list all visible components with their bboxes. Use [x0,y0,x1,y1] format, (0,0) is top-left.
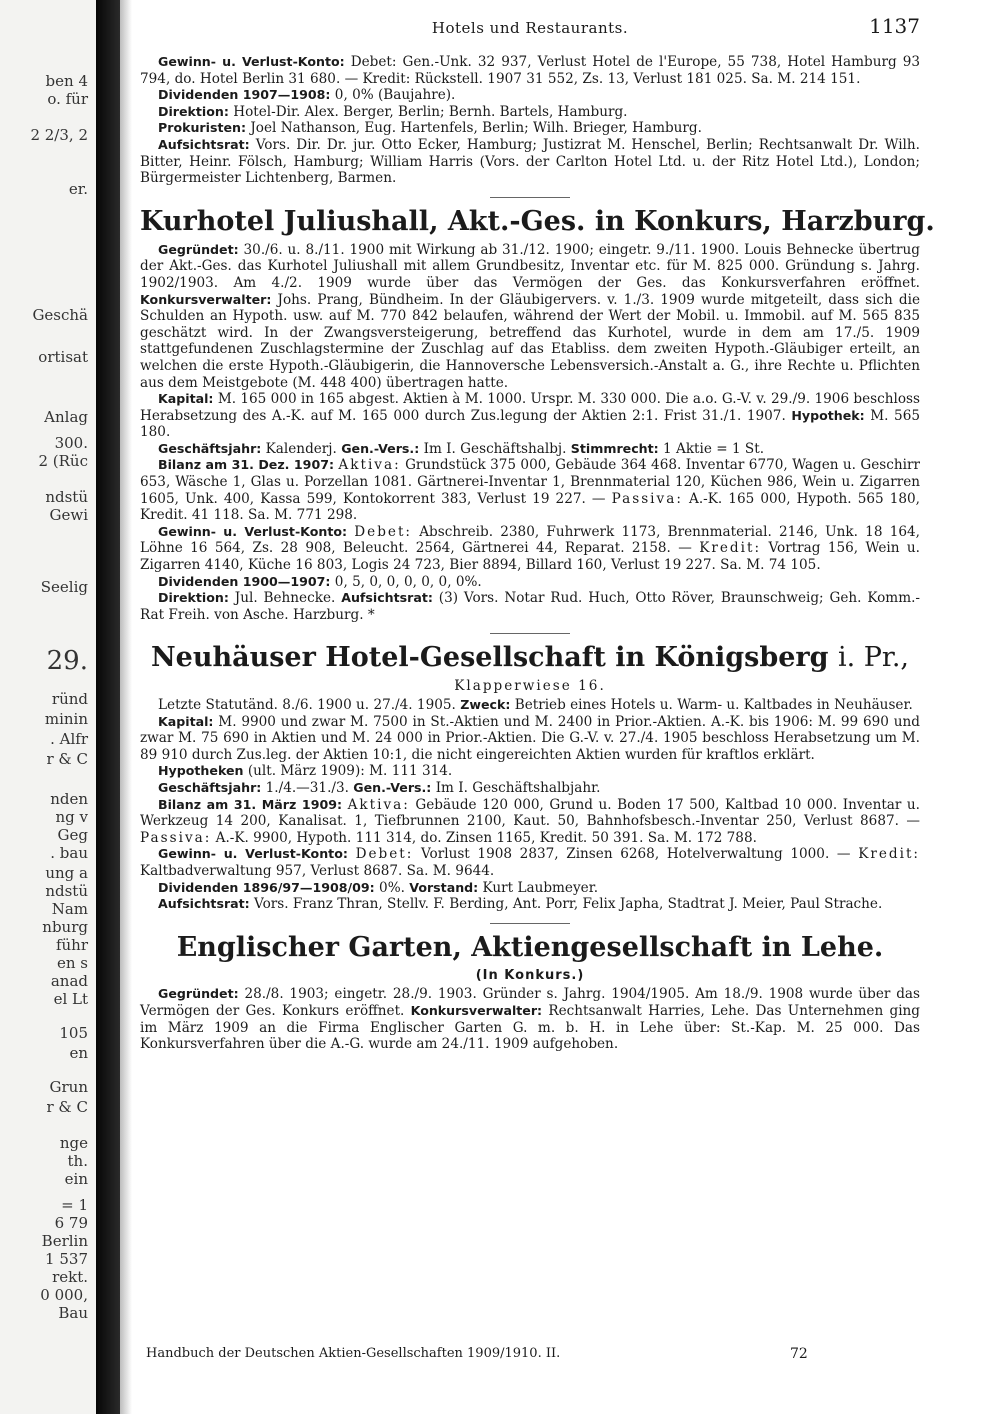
field-text: 30./6. u. 8./11. 1900 mit Wirkung ab 31./12. 1900; eingetr. 9./11. 1900. Louis Behnecke übertrug der Akt.-Ges. das Kurhotel Juliushall mit allem Grundbesitz, Inventar etc. für M. 825 000. Gründung s. Jahrg. 1902/1903. Am 4./2. 1909 wurde über das Vermögen der Ges. das Konkursverfahren eröffnet. [140,241,920,291]
field-sublabel: Passiva: [611,490,683,507]
section-separator [490,633,570,634]
field-text: A.-K. 165 000, Hypoth. 565 180, Kredit. 41 118. Sa. M. 771 298. [140,490,921,524]
field-text: Vors. Dir. Dr. jur. Otto Ecker, Hamburg; Justizrat M. Henschel, Berlin; Rechtsanwalt Dr. Wilh. Bitter, Heinr. Fölsch, Hamburg; William Harris (Vors. der Carlton Hotel Ltd. u. der Ritz Hotel Ltd.), London; Bürgermeister Lichtenberg, Barmen. [140,136,920,187]
field-label: Prokuristen: [158,120,247,136]
entry-geschaeftsjahr [140,441,920,458]
gutter-fragment: er. [68,180,88,198]
footer-page-number: 72 [790,1346,808,1362]
field-label: Gen.-Vers.: [341,440,420,456]
field-label: Dividenden 1907—1908: [158,87,331,103]
header-title: Hotels und Restaurants. [431,19,629,37]
gutter-fragment: 300. [54,434,88,452]
company-title-suffix: i. Pr., [837,642,910,674]
field-sublabel: Debet: [355,846,414,863]
gutter-fragment: Nam [51,900,88,918]
field-text: Rechtsanwalt Harries, Lehe. Das Unternehmen ging im März 1909 an die Firma Englischer Garten G. m. b. H. in Lehe über: St.-Kap. M. 25 000. Das Konkursverfahren über die A.-G. wurde am 24./11. 1909 aufgehoben. [140,1002,920,1053]
field-sublabel: Kredit: [699,540,762,557]
field-text: 1./4.—31./3. [265,779,349,796]
field-text: Vors. Franz Thran, Stellv. F. Berding, Ant. Porr, Felix Japha, Stadtrat J. Meier, Paul Strache. [254,896,883,913]
gutter-fragment: 29. [46,646,88,676]
entry-dividenden-vorstand [140,880,920,897]
field-label: Gewinn- u. Verlust-Konto: [158,54,345,69]
running-header [140,14,920,54]
entry-bilanz [140,457,920,523]
left-page-gutter [0,0,96,1414]
field-text: 0%. [379,879,405,896]
field-label: Gegründet: [158,986,239,1002]
entry-kapital [140,391,920,441]
field-text: M. 9900 und zwar M. 7500 in St.-Aktien und M. 2400 in Prior.-Aktien. A.-K. bis 1906: M. 99 690 und zwar M. 75 690 in Aktien und M. 24 000 in Prior.-Aktien. Die G.-V. v. 27./4. 1905 beschloss Herabsetzung um M. 89 910 durch Zus.leg. der Aktien 10:1, die nicht eingereichten Aktien wurden für kraftlos erklärt. [140,713,920,763]
gutter-fragment: ndstü [45,882,88,900]
field-text: Joel Nathanson, Eug. Hartenfels, Berlin; Wilh. Brieger, Hamburg. [250,120,702,137]
gutter-fragment: 2 (Rüc [38,452,88,470]
field-label: Geschäftsjahr: [158,779,262,795]
field-label: Aufsichtsrat: [158,136,250,152]
gutter-fragment: r & C [46,1098,88,1116]
field-sublabel: Debet: [354,523,412,540]
gutter-fragment: nburg [42,918,88,936]
field-text: Im I. Geschäftshalbjahr. [435,779,601,796]
company-title: Kurhotel Juliushall, Akt.-Ges. in Konkurs, Harzburg. [140,205,935,237]
gutter-fragment: Gewi [49,506,88,524]
field-label: Gewinn- u. Verlust-Konto: [158,846,348,862]
entry-gegruendet [140,242,920,391]
field-label: Dividenden 1900—1907: [158,573,331,589]
field-text: 1 Aktie = 1 St. [663,440,765,457]
company-address: Klapperwiese 16. [454,678,606,695]
field-text: Kaltbadverwaltung 957, Verlust 8687. Sa. M. 9644. [140,862,495,879]
konkurs-badge: (In Konkurs.) [475,967,585,983]
gutter-fragment: en [69,1044,88,1062]
section-continuation [140,54,920,187]
entry-kapital [140,714,920,764]
entry-bilanz [140,797,920,847]
field-text: Vortrag 156, Wein u. Zigarren 4140, Küche 16 803, Logis 24 723, Bier 8894, Billard 160, Verlust 19 227. Sa. M. 74 105. [140,540,920,574]
entry-prokuristen [140,120,920,137]
field-text: Im I. Geschäftshalbj. [423,440,567,457]
field-text: Gebäude 120 000, Grund u. Boden 17 500, Kaltbad 10 000. Inventar u. Werkzeug 14 200, Kanalisat. 1, Tiefbrunnen 2100, Kaut. 50, Bahnhofsbesch.-Inventar 250, Verlust 8687. — [140,796,921,830]
field-text: A.-K. 9900, Hypoth. 111 314, do. Zinsen 1165, Kredit. 50 391. Sa. M. 172 788. [215,829,757,846]
gutter-fragment: rekt. [52,1268,88,1286]
page-edge-shadow [120,0,132,1414]
gutter-fragment: ndstü [45,488,88,506]
field-label: Aufsichtsrat: [341,590,433,606]
entry-direktion-aufsichtsrat [140,590,920,623]
company-title [140,642,920,674]
field-label: Direktion: [158,590,229,606]
field-label: Bilanz am 31. Dez. 1907: [158,457,335,473]
gutter-fragment: 0 000, [40,1286,88,1304]
gutter-fragment: Seelig [40,578,88,596]
company-title: Englischer Garten, Aktiengesellschaft in Lehe. [176,931,884,963]
field-label: Gegründet: [158,241,239,257]
document-page [140,14,935,1408]
gutter-fragment: r & C [46,750,88,768]
entry-gewinn-verlust [140,524,920,574]
footer-text: Handbuch der Deutschen Aktien-Gesellschaften 1909/1910. II. [146,1346,561,1361]
gutter-fragment: Anlag [44,408,88,426]
gutter-fragment: el Lt [53,990,88,1008]
field-sublabel: Passiva: [140,829,212,846]
gutter-fragment: 2 2/3, 2 [30,126,88,144]
field-text: Abschreib. 2380, Fuhrwerk 1173, Brennmaterial. 2146, Unk. 18 164, Löhne 16 564, Zs. 28 908, Beleucht. 2564, Gärtnerei 44, Reparat. 2158. — [140,523,920,557]
field-sublabel: Kredit: [858,846,920,863]
gutter-fragment: 105 [59,1024,88,1042]
section-separator [490,923,570,924]
field-text: Kalenderj. [265,440,337,457]
section-separator [490,197,570,198]
gutter-fragment: = 1 [61,1196,88,1214]
entry-gegruendet [140,986,920,1052]
field-text: Letzte Statutänd. 8./6. 1900 u. 27./4. 1905. [158,697,456,713]
gutter-fragment: ng v [55,808,88,826]
field-text: (3) Vors. Notar Rud. Huch, Otto Röver, Braunschweig; Geh. Komm.-Rat Freih. von Asche. Harzburg. * [140,590,921,623]
field-label: Kapital: [158,391,214,407]
gutter-fragment: ein [64,1170,88,1188]
company-entry-kurhotel [140,205,935,624]
gutter-fragment: 6 79 [54,1214,88,1232]
gutter-fragment: nge [59,1134,88,1152]
entry-direktion [140,104,920,121]
gutter-fragment: . bau [50,844,88,862]
gutter-fragment: nden [50,790,88,808]
page-number: 1137 [869,14,920,38]
gutter-fragment: anad [50,972,88,990]
field-label: Vorstand: [409,879,479,895]
field-label: Zweck: [460,697,511,712]
gutter-fragment: ründ [51,690,88,708]
field-label: Hypothek: [791,407,865,423]
field-text: Grundstück 375 000, Gebäude 364 468. Inventar 6770, Wagen u. Geschirr 653, Wäsche 1, Glas u. Porzellan 1081. Gärtnerei-Inventar 1, Brennmaterial 120, Küchen 986, Wein u. Zigarren 1605, Unk. 400, Kassa 599, Kontokorrent 383, Verlust 19 227. — [140,457,920,507]
gutter-fragment: Grun [49,1078,88,1096]
gutter-fragment: o. für [47,90,88,108]
field-text: M. 565 180. [140,407,921,441]
field-label: Direktion: [158,103,229,119]
entry-aufsichtsrat [140,137,920,187]
field-text: Jul. Behnecke. [234,590,336,607]
gutter-fragment: th. [67,1152,88,1170]
field-label: Bilanz am 31. März 1909: [158,796,343,812]
field-label: Geschäftsjahr: [158,440,262,456]
gutter-fragment: ben 4 [45,72,88,90]
field-label: Konkursverwalter: [140,291,272,307]
field-label: Gewinn- u. Verlust-Konto: [158,523,348,539]
gutter-fragment: en s [56,954,88,972]
entry-geschaeftsjahr [140,780,920,797]
entry-hypotheken [140,763,920,780]
field-label: Hypotheken [158,763,244,779]
company-entry-neuhaeuser [140,642,920,912]
field-text: (ult. März 1909): M. 111 314. [247,763,453,780]
gutter-fragment: ung a [45,864,88,882]
field-text: Betrieb eines Hotels u. Warm- u. Kaltbades in Neuhäuser. [514,697,913,713]
gutter-fragment: Geschä [32,306,88,324]
gutter-fragment: ortisat [38,348,88,366]
field-text: Vorlust 1908 2837, Zinsen 6268, Hotelverwaltung 1000. — [420,846,851,863]
field-text: M. 165 000 in 165 abgest. Aktien à M. 1000. Urspr. M. 330 000. Die a.o. G.-V. v. 29./9. 1906 beschloss Herabsetzung des A.-K. auf M. 165 000 durch Zus.legung der Aktien 2:1. Frist 31./1. 1907. [140,391,920,424]
entry-gewinn-verlust [140,54,920,87]
field-label: Dividenden 1896/97—1908/09: [158,879,375,895]
field-text: Hotel-Dir. Alex. Berger, Berlin; Bernh. Bartels, Hamburg. [233,103,628,120]
gutter-fragment: Berlin [41,1232,88,1250]
field-sublabel: Aktiva: [338,457,401,474]
field-text: 28./8. 1903; eingetr. 28./9. 1903. Gründer s. Jahrg. 1904/1905. Am 18./9. 1908 wurde über das Vermögen der Ges. Konkurs eröffnet. [140,986,920,1019]
book-spine-shadow [96,0,120,1414]
entry-dividenden [140,87,920,104]
gutter-fragment: führ [55,936,88,954]
gutter-fragment: . Alfr [50,730,88,748]
company-title-main: Neuhäuser Hotel-Gesellschaft in Königsberg [150,642,829,674]
entry-gewinn-verlust [140,846,920,879]
entry-aufsichtsrat [140,896,920,913]
field-text: Johs. Prang, Bündheim. In der Gläubigervers. v. 1./3. 1909 wurde mitgeteilt, dass sich die Schulden an Hypoth. usw. auf M. 770 842 belaufen, während der Wert der Mobil. u. Immobil. auf M. 565 835 geschätzt wird. In der Zwangsversteigerung, betreffend das Kurhotel, wurde in dem am 17./5. 1909 stattgefundenen Zuschlagstermine der Zuschlag auf das Etabliss. dem zweiten Hypoth.-Gläubiger erteilt, an welchen die erste Hypoth.-Gläubigerin, die Hannoversche Lebensversich.-Anstalt a. G., ihre Rechte u. Pflichten aus dem Meistgebote (M. 448 400) übertragen hatte. [140,291,920,391]
company-entry-englischer-garten [140,932,920,1053]
field-text: 0, 0% (Baujahre). [334,87,456,104]
entry-statut-zweck [140,697,920,714]
field-label: Konkursverwalter: [410,1002,543,1018]
field-sublabel: Aktiva: [347,796,410,813]
field-label: Gen.-Vers.: [353,779,432,795]
field-text: 0, 5, 0, 0, 0, 0, 0, 0%. [334,573,482,590]
gutter-fragment: Bau [58,1304,88,1322]
gutter-fragment: minin [44,710,88,728]
gutter-fragment: 1 537 [45,1250,88,1268]
gutter-fragment: Geg [57,826,88,844]
field-label: Stimmrecht: [570,440,659,456]
field-text: Kurt Laubmeyer. [482,879,599,896]
field-label: Kapital: [158,713,214,729]
field-label: Aufsichtsrat: [158,896,250,912]
field-text: Debet: Gen.-Unk. 32 937, Verlust Hotel de l'Europe, 55 738, Hotel Hamburg 93 794, do. Hotel Berlin 31 680. — Kredit: Rückstell. 1907 31 552, Zs. 13, Verlust 181 025. Sa. M. 214 151. [140,54,921,87]
entry-dividenden [140,574,920,591]
